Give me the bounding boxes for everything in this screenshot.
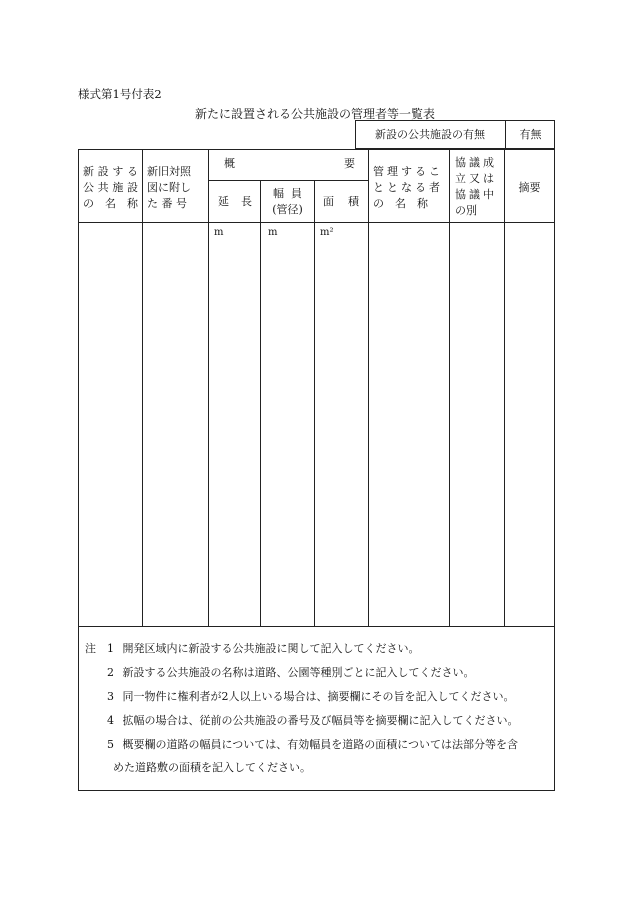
header-facility-name-line: 新 設 す る (83, 165, 138, 178)
header-manager-line: の 名 称 (373, 197, 428, 210)
header-manager-line: 管理するこ (373, 165, 443, 178)
unit-length: m (214, 227, 224, 238)
note-number: 3 (107, 690, 114, 703)
header-overview-right: 要 (344, 157, 355, 170)
note-number: 4 (107, 714, 114, 727)
existence-label: 新設の公共施設の有無 (375, 128, 485, 141)
header-agreement-line: 立又は (455, 172, 497, 185)
header-length-char: 延 (218, 195, 229, 208)
header-agreement-line: の別 (455, 204, 477, 217)
header-map-number-line: 新旧対照 (147, 165, 191, 178)
header-area-char: 面 (323, 195, 334, 208)
document-title: 新たに設置される公共施設の管理者等一覧表 (194, 107, 435, 121)
header-manager (373, 164, 445, 212)
column-divider (260, 180, 261, 626)
header-facility-name (83, 164, 138, 212)
header-map-number-line: 図に附し (147, 181, 191, 194)
existence-box (355, 120, 555, 149)
note-item (107, 640, 420, 656)
overview-divider (208, 180, 368, 181)
note-item (107, 736, 518, 752)
header-map-number-line: た 番 号 (147, 197, 187, 210)
facility-table (78, 149, 555, 627)
note-item (107, 664, 475, 680)
header-facility-name-line: の 名 称 (83, 197, 138, 210)
header-width-line2: (管径) (272, 203, 303, 216)
notes-box (78, 626, 555, 791)
column-divider (314, 180, 315, 626)
note-text: 新設する公共施設の名称は道路、公園等種別ごとに記入してください。 (122, 666, 475, 679)
header-width (261, 186, 314, 218)
note-item (107, 688, 515, 704)
header-agreement-line: 協議成 (455, 156, 497, 169)
unit-area: m² (320, 227, 334, 238)
form-number-label: 様式第1号付表2 (78, 87, 162, 101)
note-text: 同一物件に権利者が2人以上いる場合は、摘要欄にその旨を記入してください。 (122, 690, 515, 703)
note-continuation: めた道路敷の面積を記入してください。 (113, 761, 311, 774)
note-text: 開発区域内に新設する公共施設に関して記入してください。 (122, 642, 420, 655)
note-text: 拡幅の場合は、従前の公共施設の番号及び幅員等を摘要欄に記入してください。 (122, 714, 519, 727)
header-area-char: 積 (348, 195, 359, 208)
header-manager-line: ととなる者 (373, 181, 443, 194)
unit-width: m (268, 227, 278, 238)
header-agreement-line: 協議中 (455, 188, 497, 201)
header-bottom-line (79, 222, 554, 223)
note-number: 5 (107, 738, 114, 751)
header-length (218, 194, 252, 210)
existence-value: 有無 (505, 121, 555, 148)
header-remarks: 摘要 (518, 181, 541, 194)
header-overview-left: 概 (224, 157, 235, 170)
note-number: 1 (107, 642, 114, 655)
header-facility-name-line: 公 共 施 設 (83, 181, 138, 194)
header-width-char: 幅 (273, 187, 284, 200)
header-map-number (147, 164, 203, 212)
header-agreement (455, 155, 505, 219)
header-width-line1 (261, 186, 314, 202)
note-number: 2 (107, 666, 114, 679)
note-item (107, 712, 519, 728)
header-area (323, 194, 359, 210)
notes-heading: 注 (85, 642, 96, 655)
header-width-char: 員 (291, 187, 302, 200)
note-text: 概要欄の道路の幅員については、有効幅員を道路の面積については法部分等を含 (122, 738, 519, 751)
header-length-char: 長 (241, 195, 252, 208)
